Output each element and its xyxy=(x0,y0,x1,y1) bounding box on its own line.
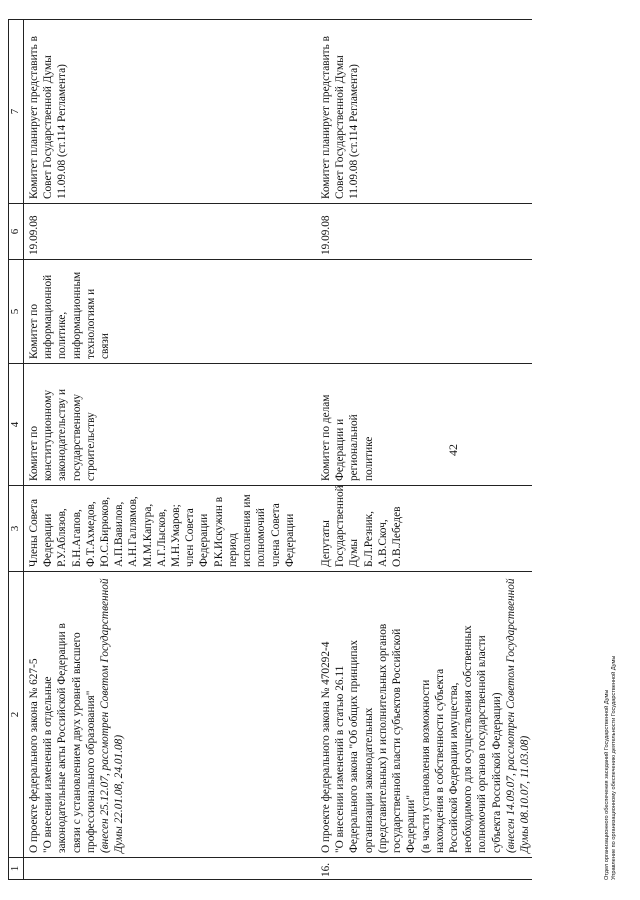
page-number: 42 xyxy=(446,444,460,456)
column-number: 2 xyxy=(9,572,24,858)
column-number-row xyxy=(9,20,24,880)
bill-title-line: "О внесении изменений в отдельные xyxy=(42,676,55,853)
bill-title-line: (в части установления возможности xyxy=(419,679,432,853)
row-number xyxy=(23,858,297,880)
column-number: 4 xyxy=(9,364,24,486)
column-number: 1 xyxy=(9,858,24,880)
bill-description xyxy=(23,572,297,858)
bill-title-line: Российской Федерации имущества, xyxy=(447,682,460,853)
bill-title-line: законодательные акты Российской Федерации в xyxy=(56,623,69,853)
planned-date: 19.09.08 xyxy=(297,204,532,260)
co-executor-committee: Комитет по информационной политике, информационным технологиям и связи xyxy=(23,260,297,364)
bill-title-line: субъекта Российской Федерации) xyxy=(490,692,503,853)
bill-title-line: государственной власти субъектов Российской xyxy=(391,628,404,853)
footer xyxy=(604,380,618,880)
column-number: 7 xyxy=(9,20,24,204)
bill-title-line: (представительных) и исполнительных органов xyxy=(376,623,389,853)
bill-title-line: нахождения в собственности субъекта xyxy=(433,668,446,853)
bill-description xyxy=(297,572,532,858)
table-row xyxy=(297,20,532,880)
bill-title-line: О проекте федерального закона № 470292-4 xyxy=(320,641,333,853)
bill-title-line: О проекте федерального закона № 627-5 xyxy=(27,658,40,853)
table-row xyxy=(23,20,297,880)
bill-authors: Депутаты Государственной Думы Б.Л.Резник, А.В.Скоч, О.В.Лебедев xyxy=(297,486,532,572)
committee-action: Комитет планирует представить в Совет Государственной Думы 11.09.08 (ст.114 Регламента) xyxy=(297,20,532,204)
bill-title-line: "О внесении изменений в статью 26.11 xyxy=(334,665,347,853)
responsible-committee: Комитет по конституционному законодательству и государственному строительству xyxy=(23,364,297,486)
column-number: 3 xyxy=(9,486,24,572)
bill-status-note: (внесен 25.12.07, рассмотрен Советом Государственной Думы 22.01.08, 24.01.08) xyxy=(98,578,126,853)
bill-title-line: Федерации" xyxy=(405,795,418,853)
bill-title-line: Федерального закона "Об общих принципах xyxy=(348,639,361,853)
footer-line: Управление по организационному обеспечению деятельности Государственной Думы xyxy=(610,655,617,880)
row-number: 16. xyxy=(297,858,532,880)
column-number: 5 xyxy=(9,260,24,364)
bill-status-note: (внесен 14.09.07, рассмотрен Советом Государственной Думы 08.10.07, 11.03.08) xyxy=(504,578,532,853)
bill-authors: Члены Совета Федерации Р.У.Аблязов, Б.Н.Агапов, Ф.Т.Ахмедов, Ю.С.Бирюков, А.П.Вавилов, А.Н.Галлямов, М.М.Капура, А.Г.Лысков, М.Н.Умаров; член Совета Федерации Р.К.Искужин в период исполнения им полномочий члена Совета Федерации xyxy=(23,486,297,572)
committee-action: Комитет планирует представить в Совет Государственной Думы 11.09.08 (ст.114 Регламента) xyxy=(23,20,297,204)
bill-title-line: необходимого для осуществления собственных xyxy=(462,625,475,853)
bill-title-line: связи с установлением двух уровней высшего xyxy=(70,632,83,853)
footer-line: Отдел организационного обеспечения заседаний Государственной Думы xyxy=(604,689,610,880)
responsible-committee: Комитет по делам Федерации и региональной политике xyxy=(297,364,532,486)
bill-title-line: полномочий органов государственной власти xyxy=(476,635,489,853)
bill-title-line: профессионального образования" xyxy=(84,690,97,853)
bill-title-line: организации законодательных xyxy=(362,707,375,853)
column-number: 6 xyxy=(9,204,24,260)
co-executor-committee xyxy=(297,260,532,364)
planned-date: 19.09.08 xyxy=(23,204,297,260)
